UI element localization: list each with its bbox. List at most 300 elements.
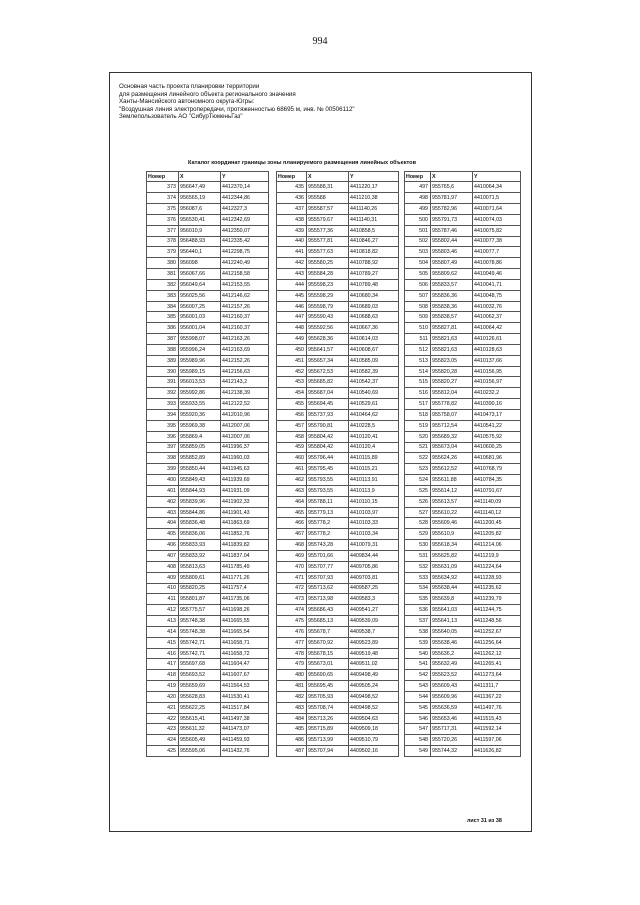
y-coordinate: 4411837,04 <box>221 550 269 561</box>
point-number: 453 <box>277 377 307 388</box>
y-coordinate: 4410542,37 <box>349 377 399 388</box>
table-row <box>147 540 269 551</box>
x-coordinate: 955782,96 <box>431 203 473 214</box>
table-row <box>147 583 269 594</box>
x-coordinate: 955653,46 <box>431 713 473 724</box>
point-number: 417 <box>147 659 179 670</box>
point-number: 539 <box>405 637 431 648</box>
y-coordinate: 4411252,67 <box>473 626 521 637</box>
table-row <box>405 485 521 496</box>
header-line: Ханты-Мансийского автономного округа-Югры: <box>119 98 255 106</box>
x-coordinate: 955685,13 <box>307 616 349 627</box>
x-coordinate: 955609,46 <box>431 518 473 529</box>
x-coordinate: 955641,57 <box>307 344 349 355</box>
point-number: 497 <box>405 182 431 193</box>
x-coordinate: 955758,07 <box>431 410 473 421</box>
table-row <box>277 420 399 431</box>
y-coordinate: 4410120,4 <box>349 442 399 453</box>
x-coordinate: 955641,03 <box>431 605 473 616</box>
point-number: 480 <box>277 670 307 681</box>
point-number: 541 <box>405 659 431 670</box>
y-coordinate: 4412163,69 <box>221 344 269 355</box>
y-coordinate: 4411901,43 <box>221 507 269 518</box>
x-coordinate: 955622,25 <box>179 702 221 713</box>
y-coordinate: 4410137,66 <box>473 355 521 366</box>
y-coordinate: 4411459,93 <box>221 735 269 746</box>
x-coordinate: 955678,15 <box>307 648 349 659</box>
table-row <box>147 301 269 312</box>
table-row <box>405 269 521 280</box>
y-coordinate: 4410608,67 <box>349 344 399 355</box>
column-header-number: Номер <box>405 172 431 182</box>
y-coordinate: 4411517,84 <box>221 702 269 713</box>
x-coordinate: 955639,8 <box>431 594 473 605</box>
x-coordinate: 955737,93 <box>307 410 349 421</box>
coordinate-table-1 <box>146 171 269 757</box>
point-number: 382 <box>147 279 179 290</box>
table-row <box>405 334 521 345</box>
y-coordinate: 4412350,07 <box>221 225 269 236</box>
point-number: 376 <box>147 214 179 225</box>
x-coordinate: 955628,36 <box>307 334 349 345</box>
point-number: 408 <box>147 561 179 572</box>
x-coordinate: 955659,69 <box>179 681 221 692</box>
point-number: 545 <box>405 702 431 713</box>
point-number: 531 <box>405 550 431 561</box>
y-coordinate: 4410473,17 <box>473 410 521 421</box>
y-coordinate: 4412007,06 <box>221 431 269 442</box>
table-row <box>147 182 269 193</box>
point-number: 422 <box>147 713 179 724</box>
y-coordinate: 4410064,34 <box>473 182 521 193</box>
point-number: 412 <box>147 605 179 616</box>
column-header-y: Y <box>349 172 399 182</box>
x-coordinate: 955579,67 <box>307 214 349 225</box>
y-coordinate: 4410688,63 <box>349 312 399 323</box>
y-coordinate: 4410228,5 <box>349 420 399 431</box>
point-number: 437 <box>277 203 307 214</box>
x-coordinate: 955705,93 <box>307 691 349 702</box>
y-coordinate: 4410120,41 <box>349 431 399 442</box>
x-coordinate: 955778,82 <box>431 399 473 410</box>
point-number: 460 <box>277 453 307 464</box>
table-row <box>147 616 269 627</box>
y-coordinate: 4411432,76 <box>221 746 269 757</box>
table-row <box>405 377 521 388</box>
y-coordinate: 4411785,49 <box>221 561 269 572</box>
table-row <box>277 312 399 323</box>
x-coordinate: 955796,44 <box>307 453 349 464</box>
y-coordinate: 4409523,89 <box>349 637 399 648</box>
table-row <box>147 312 269 323</box>
y-coordinate: 4412344,86 <box>221 193 269 204</box>
y-coordinate: 4410115,21 <box>349 464 399 475</box>
point-number: 486 <box>277 735 307 746</box>
y-coordinate: 4411140,26 <box>349 203 399 214</box>
table-row <box>405 464 521 475</box>
y-coordinate: 4410788,92 <box>349 258 399 269</box>
table-row <box>277 702 399 713</box>
y-coordinate: 4410079,31 <box>349 540 399 551</box>
x-coordinate: 955790,81 <box>307 420 349 431</box>
x-coordinate: 955743,28 <box>307 540 349 551</box>
point-number: 443 <box>277 269 307 280</box>
y-coordinate: 4411214,06 <box>473 540 521 551</box>
point-number: 377 <box>147 225 179 236</box>
point-number: 415 <box>147 637 179 648</box>
table-row <box>277 366 399 377</box>
x-coordinate: 955636,2 <box>431 648 473 659</box>
table-row <box>277 301 399 312</box>
point-number: 418 <box>147 670 179 681</box>
table-row <box>277 605 399 616</box>
y-coordinate: 4411515,43 <box>473 713 521 724</box>
x-coordinate: 955625,82 <box>431 550 473 561</box>
point-number: 514 <box>405 366 431 377</box>
y-coordinate: 4411658,71 <box>221 637 269 648</box>
x-coordinate: 955765,6 <box>431 182 473 193</box>
y-coordinate: 4410791,67 <box>473 485 521 496</box>
point-number: 518 <box>405 410 431 421</box>
table-row <box>277 269 399 280</box>
x-coordinate: 956013,53 <box>179 377 221 388</box>
table-row <box>405 355 521 366</box>
point-number: 546 <box>405 713 431 724</box>
column-header-number: Номер <box>277 172 307 182</box>
point-number: 399 <box>147 464 179 475</box>
point-number: 416 <box>147 648 179 659</box>
table-row <box>147 279 269 290</box>
x-coordinate: 955610,22 <box>431 507 473 518</box>
y-coordinate: 4411497,76 <box>473 702 521 713</box>
x-coordinate: 955852,89 <box>179 453 221 464</box>
column-header-x: X <box>179 172 221 182</box>
point-number: 424 <box>147 735 179 746</box>
y-coordinate: 4410077,7 <box>473 247 521 258</box>
y-coordinate: 4409502,16 <box>349 746 399 757</box>
x-coordinate: 955609,96 <box>431 691 473 702</box>
x-coordinate: 955850,44 <box>179 464 221 475</box>
point-number: 482 <box>277 691 307 702</box>
y-coordinate: 4411497,38 <box>221 713 269 724</box>
y-coordinate: 4411224,64 <box>473 561 521 572</box>
point-number: 394 <box>147 410 179 421</box>
point-number: 534 <box>405 583 431 594</box>
table-row <box>147 475 269 486</box>
x-coordinate: 955614,12 <box>431 485 473 496</box>
y-coordinate: 4409587,25 <box>349 583 399 594</box>
x-coordinate: 955795,45 <box>307 464 349 475</box>
table-row <box>147 550 269 561</box>
point-number: 536 <box>405 605 431 616</box>
table-row <box>277 431 399 442</box>
x-coordinate: 955801,87 <box>179 594 221 605</box>
y-coordinate: 4411996,37 <box>221 442 269 453</box>
x-coordinate: 955827,81 <box>431 323 473 334</box>
table-row <box>277 236 399 247</box>
y-coordinate: 4411597,06 <box>473 735 521 746</box>
y-coordinate: 4410789,48 <box>349 279 399 290</box>
table-row <box>147 507 269 518</box>
x-coordinate: 955802,44 <box>431 236 473 247</box>
x-coordinate: 955713,99 <box>307 735 349 746</box>
table-row <box>405 182 521 193</box>
table-row <box>147 561 269 572</box>
x-coordinate: 955844,86 <box>179 507 221 518</box>
table-row <box>277 583 399 594</box>
y-coordinate: 4411219,9 <box>473 550 521 561</box>
y-coordinate: 4412370,14 <box>221 182 269 193</box>
y-coordinate: 4409498,49 <box>349 670 399 681</box>
point-number: 512 <box>405 344 431 355</box>
y-coordinate: 4411863,69 <box>221 518 269 529</box>
y-coordinate: 4411256,64 <box>473 637 521 648</box>
table-row <box>147 746 269 757</box>
x-coordinate: 955713,26 <box>307 713 349 724</box>
y-coordinate: 4410818,82 <box>349 247 399 258</box>
table-row <box>277 648 399 659</box>
table-row <box>147 681 269 692</box>
y-coordinate: 4410041,71 <box>473 279 521 290</box>
point-number: 543 <box>405 681 431 692</box>
x-coordinate: 955992,86 <box>179 388 221 399</box>
table-row <box>147 496 269 507</box>
table-row <box>147 453 269 464</box>
y-coordinate: 4411273,64 <box>473 670 521 681</box>
table-row <box>405 637 521 648</box>
point-number: 528 <box>405 518 431 529</box>
x-coordinate: 955933,55 <box>179 399 221 410</box>
table-row <box>405 203 521 214</box>
table-row <box>277 453 399 464</box>
y-coordinate: 4411200,45 <box>473 518 521 529</box>
table-row <box>405 312 521 323</box>
y-coordinate: 4412158,58 <box>221 269 269 280</box>
x-coordinate: 955595,06 <box>179 746 221 757</box>
point-number: 379 <box>147 247 179 258</box>
x-coordinate: 955989,96 <box>179 355 221 366</box>
point-number: 538 <box>405 626 431 637</box>
point-number: 526 <box>405 496 431 507</box>
y-coordinate: 4410077,38 <box>473 236 521 247</box>
x-coordinate: 955791,73 <box>431 214 473 225</box>
y-coordinate: 4412240,49 <box>221 258 269 269</box>
point-number: 477 <box>277 637 307 648</box>
table-row <box>405 681 521 692</box>
y-coordinate: 4409519,48 <box>349 648 399 659</box>
table-row <box>277 258 399 269</box>
table-row <box>277 507 399 518</box>
table-row <box>405 691 521 702</box>
x-coordinate: 955670,92 <box>307 637 349 648</box>
x-coordinate: 955713,62 <box>307 583 349 594</box>
point-number: 387 <box>147 334 179 345</box>
x-coordinate: 956565,19 <box>179 193 221 204</box>
point-number: 391 <box>147 377 179 388</box>
point-number: 449 <box>277 334 307 345</box>
x-coordinate: 955695,45 <box>307 681 349 692</box>
point-number: 374 <box>147 193 179 204</box>
table-row <box>405 475 521 486</box>
point-number: 516 <box>405 388 431 399</box>
y-coordinate: 4410614,03 <box>349 334 399 345</box>
y-coordinate: 4410540,69 <box>349 388 399 399</box>
y-coordinate: 4412146,62 <box>221 290 269 301</box>
y-coordinate: 4412122,52 <box>221 399 269 410</box>
y-coordinate: 4411931,09 <box>221 485 269 496</box>
point-number: 378 <box>147 236 179 247</box>
x-coordinate: 955713,98 <box>307 594 349 605</box>
table-row <box>277 735 399 746</box>
table-row <box>405 247 521 258</box>
point-number: 388 <box>147 344 179 355</box>
y-coordinate: 4411244,75 <box>473 605 521 616</box>
point-number: 521 <box>405 442 431 453</box>
table-row <box>277 691 399 702</box>
y-coordinate: 4409504,63 <box>349 713 399 724</box>
x-coordinate: 955969,38 <box>179 420 221 431</box>
x-coordinate: 955588,31 <box>307 182 349 193</box>
y-coordinate: 4409703,81 <box>349 572 399 583</box>
y-coordinate: 4411592,14 <box>473 724 521 735</box>
x-coordinate: 955920,36 <box>179 410 221 421</box>
y-coordinate: 4409498,52 <box>349 702 399 713</box>
point-number: 462 <box>277 475 307 486</box>
point-number: 385 <box>147 312 179 323</box>
x-coordinate: 956001,04 <box>179 323 221 334</box>
x-coordinate: 956647,49 <box>179 182 221 193</box>
y-coordinate: 4409541,27 <box>349 605 399 616</box>
x-coordinate: 955609,43 <box>431 681 473 692</box>
y-coordinate: 4409498,52 <box>349 691 399 702</box>
x-coordinate: 956007,25 <box>179 301 221 312</box>
table-row <box>277 247 399 258</box>
table-row <box>405 453 521 464</box>
x-coordinate: 955809,62 <box>431 269 473 280</box>
x-coordinate: 956025,56 <box>179 290 221 301</box>
point-number: 407 <box>147 550 179 561</box>
x-coordinate: 956010,9 <box>179 225 221 236</box>
y-coordinate: 4409538,7 <box>349 626 399 637</box>
table-row <box>277 626 399 637</box>
y-coordinate: 4410062,37 <box>473 312 521 323</box>
y-coordinate: 4411473,07 <box>221 724 269 735</box>
column-header-y: Y <box>473 172 521 182</box>
point-number: 461 <box>277 464 307 475</box>
point-number: 473 <box>277 594 307 605</box>
x-coordinate: 955839,96 <box>179 496 221 507</box>
point-number: 501 <box>405 225 431 236</box>
column-header-number: Номер <box>147 172 179 182</box>
table-row <box>147 529 269 540</box>
x-coordinate: 955689,32 <box>431 431 473 442</box>
x-coordinate: 955598,23 <box>307 279 349 290</box>
y-coordinate: 4410049,46 <box>473 269 521 280</box>
x-coordinate: 955809,61 <box>179 572 221 583</box>
table-row <box>277 279 399 290</box>
table-row <box>405 724 521 735</box>
table-row <box>405 344 521 355</box>
coordinate-table-2 <box>276 171 399 757</box>
y-coordinate: 4410585,09 <box>349 355 399 366</box>
x-coordinate: 956087,6 <box>179 203 221 214</box>
x-coordinate: 955632,49 <box>431 659 473 670</box>
x-coordinate: 955807,49 <box>431 258 473 269</box>
y-coordinate: 4410126,61 <box>473 334 521 345</box>
y-coordinate: 4411665,55 <box>221 616 269 627</box>
table-row <box>147 334 269 345</box>
table-row <box>277 355 399 366</box>
x-coordinate: 955869,4 <box>179 431 221 442</box>
table-row <box>277 344 399 355</box>
point-number: 476 <box>277 626 307 637</box>
table-row <box>277 377 399 388</box>
table-row <box>405 323 521 334</box>
x-coordinate: 955820,25 <box>179 583 221 594</box>
point-number: 522 <box>405 453 431 464</box>
point-number: 532 <box>405 561 431 572</box>
x-coordinate: 956530,41 <box>179 214 221 225</box>
x-coordinate: 955996,24 <box>179 344 221 355</box>
y-coordinate: 4410232,2 <box>473 388 521 399</box>
point-number: 471 <box>277 572 307 583</box>
table-row <box>147 355 269 366</box>
point-number: 524 <box>405 475 431 486</box>
point-number: 389 <box>147 355 179 366</box>
table-row <box>277 410 399 421</box>
x-coordinate: 955820,27 <box>431 377 473 388</box>
x-coordinate: 955624,26 <box>431 453 473 464</box>
table-row <box>147 702 269 713</box>
table-row <box>277 681 399 692</box>
table-row <box>277 540 399 551</box>
y-coordinate: 4411367,22 <box>473 691 521 702</box>
y-coordinate: 4411658,72 <box>221 648 269 659</box>
column-header-x: X <box>307 172 349 182</box>
x-coordinate: 955823,05 <box>431 355 473 366</box>
y-coordinate: 4410048,75 <box>473 290 521 301</box>
point-number: 472 <box>277 583 307 594</box>
point-number: 446 <box>277 301 307 312</box>
x-coordinate: 955833,57 <box>431 279 473 290</box>
table-row <box>147 193 269 204</box>
y-coordinate: 4409583,3 <box>349 594 399 605</box>
table-row <box>405 616 521 627</box>
x-coordinate: 955838,36 <box>431 301 473 312</box>
x-coordinate: 955584,28 <box>307 269 349 280</box>
point-number: 505 <box>405 269 431 280</box>
table-row <box>277 496 399 507</box>
x-coordinate: 955673,01 <box>307 659 349 670</box>
x-coordinate: 955720,26 <box>431 735 473 746</box>
x-coordinate: 956098 <box>179 258 221 269</box>
x-coordinate: 955748,38 <box>179 626 221 637</box>
point-number: 533 <box>405 572 431 583</box>
table-row <box>277 290 399 301</box>
table-row <box>405 529 521 540</box>
table-row <box>147 572 269 583</box>
point-number: 397 <box>147 442 179 453</box>
y-coordinate: 4409834,44 <box>349 550 399 561</box>
y-coordinate: 4411564,53 <box>221 681 269 692</box>
table-row <box>405 540 521 551</box>
point-number: 484 <box>277 713 307 724</box>
point-number: 445 <box>277 290 307 301</box>
point-number: 542 <box>405 670 431 681</box>
x-coordinate: 955598,79 <box>307 301 349 312</box>
table-row <box>405 702 521 713</box>
catalog-title: Каталог координат границы зоны планируемого размещения линейных объектов <box>188 160 417 166</box>
